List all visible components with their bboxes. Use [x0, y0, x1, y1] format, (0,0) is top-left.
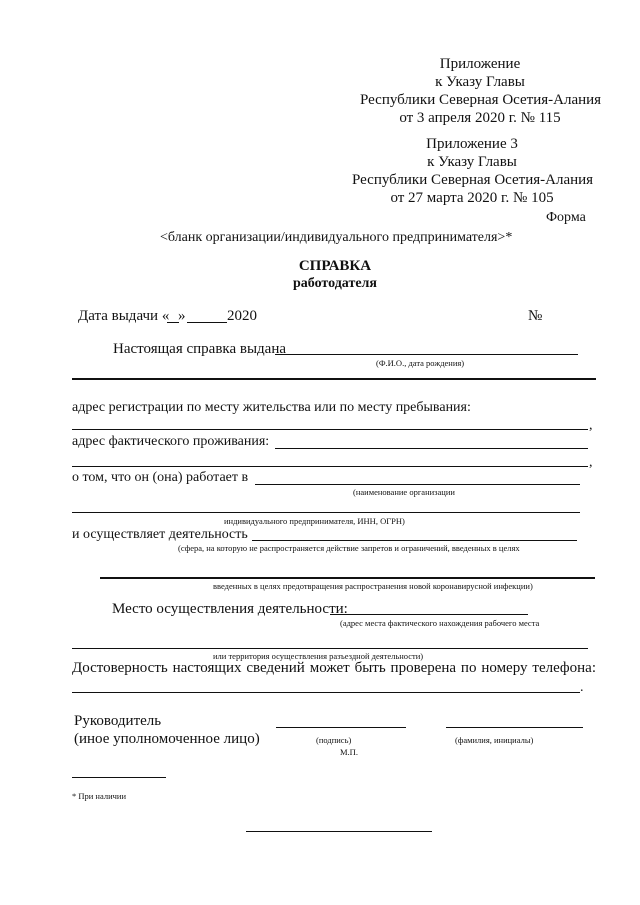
activity-line2	[100, 577, 595, 579]
number-sign: №	[528, 308, 543, 324]
activity-hint1: (сфера, на которую не распространяется действие запретов и ограничений, введенных в целях	[178, 543, 520, 553]
name-hint: (фамилия, инициалы)	[455, 735, 534, 745]
works-at-hint2: индивидуального предпринимателя, ИНН, ОГРН)	[224, 516, 405, 526]
actual-address-line2	[72, 466, 588, 467]
place-hint2: или территория осуществления разъездной деятельности)	[213, 651, 424, 661]
works-at-line	[255, 484, 580, 485]
appendix3-line3: Республики Северная Осетия-Алания	[352, 172, 594, 188]
appendix1-line1: Приложение	[439, 56, 521, 72]
footnote-separator	[72, 777, 166, 778]
blank-label: <бланк организации/индивидуального предпринимателя>*	[160, 230, 513, 245]
actual-address-line	[275, 448, 588, 449]
works-at-hint1: (наименование организации	[353, 487, 455, 497]
verify-text: Достоверность настоящих сведений может быть проверена по номеру телефона:	[72, 660, 596, 676]
actual-address-comma: ,	[589, 455, 593, 470]
issued-to-hint: (Ф.И.О., дата рождения)	[376, 358, 465, 368]
activity-line	[252, 540, 577, 541]
registration-label: адрес регистрации по месту жительства или по месту пребывания:	[72, 400, 471, 415]
registration-comma: ,	[589, 418, 593, 433]
verify-line	[72, 692, 580, 693]
name-line	[446, 727, 583, 728]
activity-hint2: введенных в целях предотвращения распространения новой коронавирусной инфекции)	[213, 581, 533, 591]
signature-head: Руководитель	[74, 713, 162, 729]
appendix1-line3: Республики Северная Осетия-Алания	[360, 92, 602, 108]
signature-hint: (подпись)	[316, 735, 352, 745]
works-at-line2	[72, 512, 580, 513]
works-at-label: о том, что он (она) работает в	[72, 470, 249, 485]
actual-address-label: адрес фактического проживания:	[72, 434, 270, 449]
issued-to-line2	[72, 378, 596, 380]
issue-date-prefix: Дата выдачи «	[78, 308, 170, 324]
footnote: * При наличии	[72, 791, 126, 801]
place-line	[330, 614, 528, 615]
document-title: СПРАВКА	[298, 258, 372, 274]
appendix3-line1: Приложение 3	[426, 136, 518, 152]
form-label: Форма	[546, 210, 586, 225]
appendix1-line4: от 3 апреля 2020 г. № 115	[399, 110, 561, 126]
issued-to-label: Настоящая справка выдана	[113, 341, 287, 357]
activity-label: и осуществляет деятельность	[72, 527, 248, 542]
issue-month-line	[187, 322, 227, 323]
issue-date-year: 2020	[227, 308, 257, 324]
registration-line	[72, 429, 588, 430]
place-hint1: (адрес места фактического нахождения рабочего места	[340, 618, 540, 628]
appendix3-line2: к Указу Главы	[427, 154, 517, 170]
place-line2	[72, 648, 588, 649]
signature-line	[276, 727, 406, 728]
issued-to-line	[275, 354, 578, 355]
issue-date-mid: »	[178, 308, 186, 324]
appendix3-line4: от 27 марта 2020 г. № 105	[390, 190, 554, 206]
appendix1-line2: к Указу Главы	[435, 74, 525, 90]
verify-period: .	[580, 680, 584, 695]
bottom-line	[246, 831, 432, 832]
stamp-label: М.П.	[340, 747, 358, 757]
place-label: Место осуществления деятельности:	[112, 601, 348, 617]
document-subtitle: работодателя	[293, 276, 377, 291]
signature-other: (иное уполномоченное лицо)	[74, 731, 260, 747]
